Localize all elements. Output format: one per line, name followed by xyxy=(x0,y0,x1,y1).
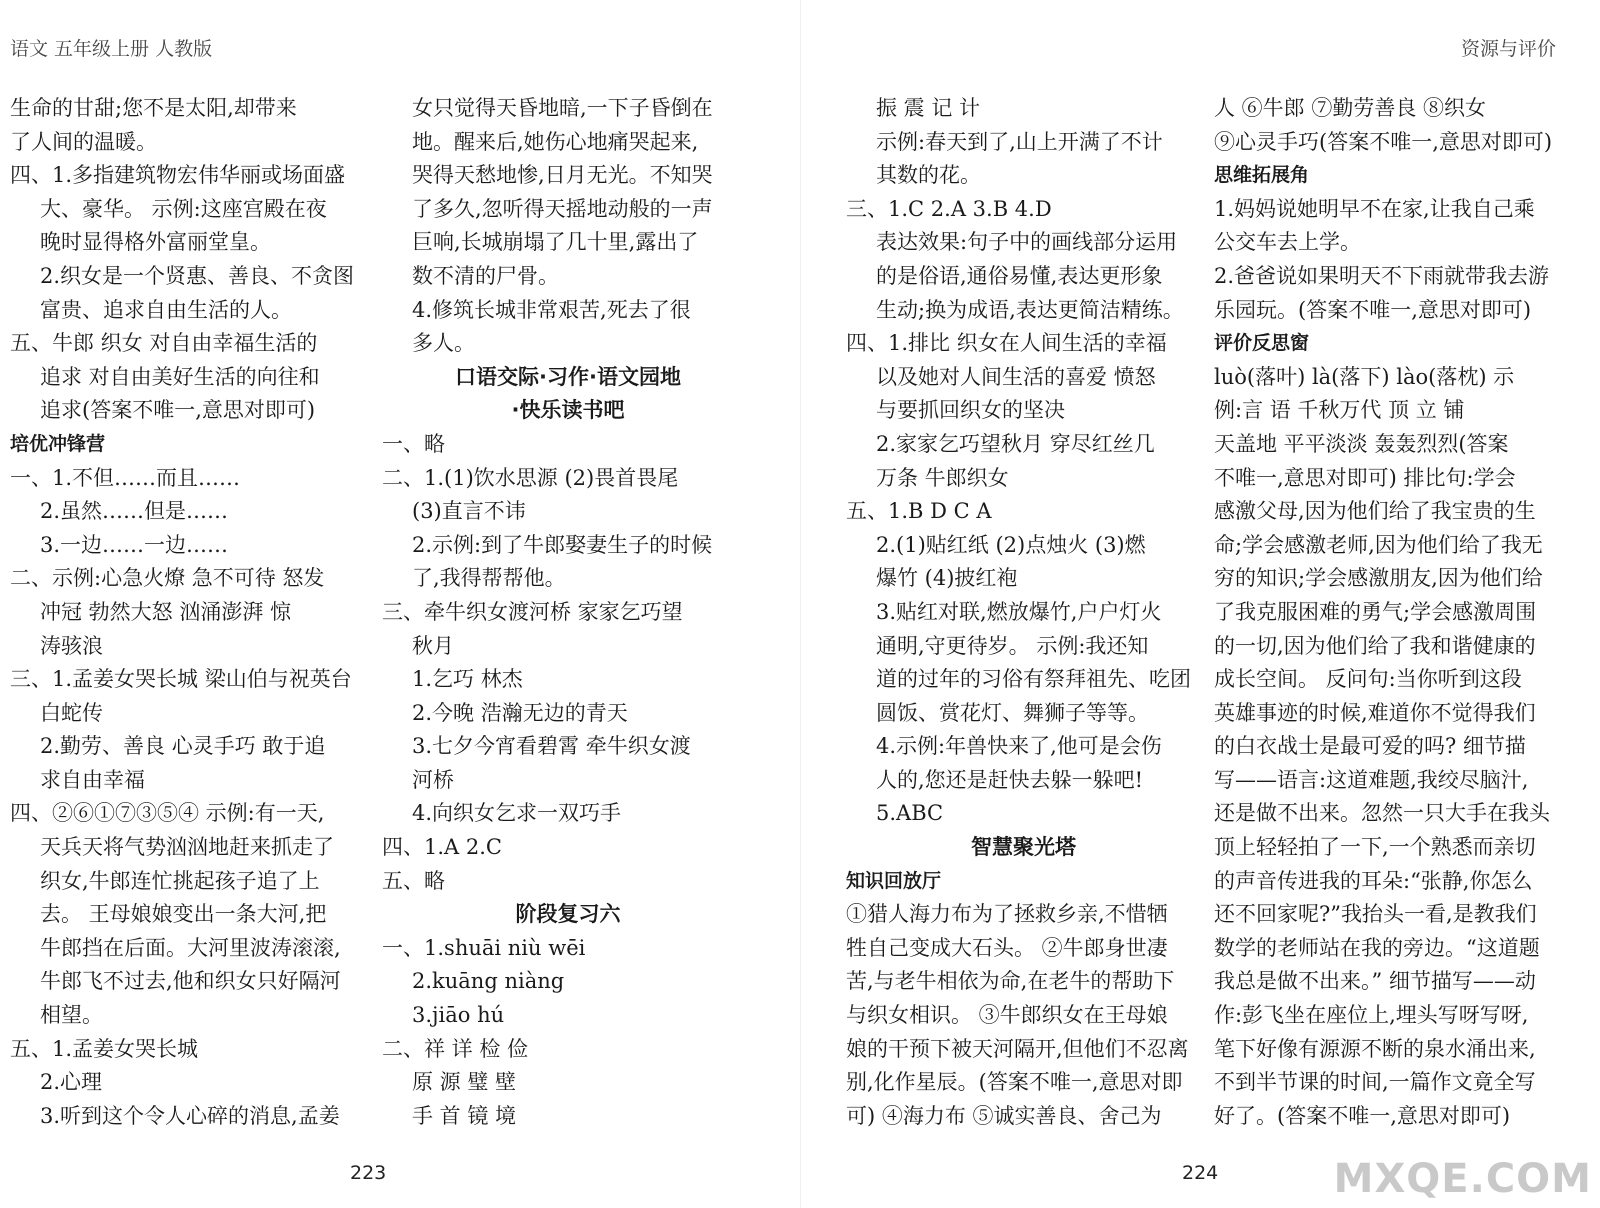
text-line: 万条 牛郎织女 xyxy=(876,465,1009,490)
text-line: (3)直言不讳 xyxy=(412,499,526,524)
text-line: 晚时显得格外富丽堂皇。 xyxy=(40,230,271,255)
text-line: 人 ⑥牛郎 ⑦勤劳善良 ⑧织女 xyxy=(1214,96,1487,120)
text-line: 牛郎挡在后面。大河里波涛滚滚, xyxy=(40,935,341,960)
text-line: 2.今晚 浩瀚无边的青天 xyxy=(412,700,628,725)
text-line: 白蛇传 xyxy=(40,700,103,725)
subsection-heading: 培优冲锋营 xyxy=(10,432,106,455)
text-line: 一、略 xyxy=(382,431,445,456)
text-line: 2.织女是一个贤惠、善良、不贪图 xyxy=(40,263,355,288)
text-line: 爆竹 (4)披红袍 xyxy=(876,566,1018,591)
text-line: 天兵天将气势汹汹地赶来抓走了 xyxy=(40,835,334,860)
text-line: 五、1.孟姜女哭长城 xyxy=(10,1036,199,1061)
text-line: 五、1.B D C A xyxy=(846,499,992,524)
subsection-heading: 思维拓展角 xyxy=(1214,164,1310,187)
text-line: 命;学会感激老师,因为他们给了我无 xyxy=(1214,532,1543,557)
text-line: 振 震 记 计 xyxy=(876,96,981,120)
text-line: 穷的知识;学会感激朋友,因为他们给 xyxy=(1214,566,1543,591)
text-line: 圆饭、赏花灯、舞狮子等等。 xyxy=(876,700,1149,725)
header-series-title: 资源与评价 xyxy=(1460,38,1556,60)
text-line: 巨响,长城崩塌了几十里,露出了 xyxy=(412,230,699,255)
text-line: 的白衣战士是最可爱的吗? 细节描 xyxy=(1214,734,1526,759)
text-line: 还不回家呢?”我抬头一看,是教我们 xyxy=(1214,902,1537,927)
text-line: luò(落叶) là(落下) lào(落枕) 示 xyxy=(1214,364,1515,389)
text-line: 英雄事迹的时候,难道你不觉得我们 xyxy=(1214,700,1536,725)
text-line: 3.听到这个令人心碎的消息,孟姜 xyxy=(40,1103,340,1128)
text-line: 求自由幸福 xyxy=(40,767,145,792)
text-line: ①猎人海力布为了拯救乡亲,不惜牺 xyxy=(846,902,1168,927)
text-line: 苦,与老牛相依为命,在老牛的帮助下 xyxy=(846,969,1175,994)
text-line: 原 源 璧 壁 xyxy=(412,1070,517,1095)
text-line: 笔下好像有源源不断的泉水涌出来, xyxy=(1214,1036,1536,1061)
text-line: 四、1.排比 织女在人间生活的幸福 xyxy=(846,331,1167,356)
text-line: 3.七夕今宵看碧霄 牵牛织女渡 xyxy=(412,734,691,759)
text-line: 四、1.多指建筑物宏伟华丽或场面盛 xyxy=(10,163,346,188)
header-book-title: 语文 五年级上册 人教版 xyxy=(10,38,213,60)
text-line: 1.妈妈说她明早不在家,让我自己乘 xyxy=(1214,196,1535,221)
text-line: 牲自己变成大石头。 ②牛郎身世凄 xyxy=(846,935,1168,960)
text-line: 天盖地 平平淡淡 轰轰烈烈(答案 xyxy=(1214,431,1509,456)
text-line: 3.一边……一边…… xyxy=(40,532,229,557)
text-line: 作:彭飞坐在座位上,埋头写呀写呀, xyxy=(1214,1003,1529,1028)
text-line: 四、②⑥①⑦③⑤④ 示例:有一天, xyxy=(10,801,325,826)
text-line: 感激父母,因为他们给了我宝贵的生 xyxy=(1214,499,1536,524)
text-line: 2.(1)贴红纸 (2)点烛火 (3)燃 xyxy=(876,532,1146,557)
text-line: 2.勤劳、善良 心灵手巧 敢于追 xyxy=(40,734,326,759)
text-line: 织女,牛郎连忙挑起孩子追了上 xyxy=(40,868,320,893)
text-line: 1.乞巧 林杰 xyxy=(412,667,523,692)
text-line: 的声音传进我的耳朵:“张静,你怎么 xyxy=(1214,868,1533,893)
text-line: 五、牛郎 织女 对自由幸福生活的 xyxy=(10,331,318,356)
text-line: 了人间的温暖。 xyxy=(10,129,157,154)
text-line: 一、1.不但……而且…… xyxy=(10,465,241,490)
text-line: 去。 王母娘娘变出一条大河,把 xyxy=(40,902,327,927)
text-line: 表达效果:句子中的画线部分运用 xyxy=(876,230,1178,255)
text-line: 相望。 xyxy=(40,1003,103,1028)
text-line: 河桥 xyxy=(412,767,454,792)
text-line: 例:言 语 千秋万代 顶 立 铺 xyxy=(1214,398,1465,423)
page-number-right: 224 xyxy=(1182,1162,1219,1184)
text-line: 顶上轻轻拍了一下,一个熟悉而亲切 xyxy=(1214,835,1536,860)
text-line: 多人。 xyxy=(412,331,475,356)
text-line: 地。醒来后,她伤心地痛哭起来, xyxy=(412,129,699,154)
text-line: 5.ABC xyxy=(876,801,944,826)
text-line: 人的,您还是赶快去躲一躲吧! xyxy=(876,767,1144,792)
text-line: 哭得天愁地惨,日月无光。不知哭 xyxy=(412,163,713,188)
text-line: 二、祥 详 检 俭 xyxy=(382,1036,529,1061)
text-line: 写——语言:这道难题,我绞尽脑汁, xyxy=(1214,767,1529,792)
text-line: 2.心理 xyxy=(40,1070,103,1095)
text-line: 了我克服困难的勇气;学会感激周围 xyxy=(1214,599,1537,624)
text-line: 2.kuāng niàng xyxy=(412,969,565,994)
text-line: 与要抓回织女的坚决 xyxy=(876,398,1065,423)
text-line: 了多久,忽听得天摇地动般的一声 xyxy=(412,196,713,221)
page-fold xyxy=(800,0,801,1208)
text-column-4 xyxy=(1214,92,1564,1133)
text-line: 2.示例:到了牛郎娶妻生子的时候 xyxy=(412,532,713,557)
text-line: 2.虽然……但是…… xyxy=(40,499,229,524)
text-line: 3.jiāo hú xyxy=(412,1003,505,1028)
text-line: 五、略 xyxy=(382,868,445,893)
section-title: 阶段复习六 xyxy=(515,902,621,927)
text-column-3 xyxy=(846,92,1201,1133)
section-title: 智慧聚光塔 xyxy=(971,835,1076,860)
text-line: 与织女相识。 ③牛郎织女在王母娘 xyxy=(846,1003,1168,1028)
text-line: 示例:春天到了,山上开满了不计 xyxy=(876,129,1163,154)
text-line: 3.贴红对联,燃放爆竹,户户灯火 xyxy=(876,599,1162,624)
text-line: 成长空间。 反问句:当你听到这段 xyxy=(1214,667,1522,692)
text-line: 三、1.C 2.A 3.B 4.D xyxy=(846,196,1052,221)
text-line: 公交车去上学。 xyxy=(1214,230,1361,255)
text-column-2 xyxy=(382,92,754,1133)
text-line: 别,化作星辰。(答案不唯一,意思对即 xyxy=(846,1070,1183,1095)
text-line: 通明,守更待岁。 示例:我还知 xyxy=(876,633,1149,658)
text-line: 一、1.shuāi niù wēi xyxy=(382,935,586,960)
text-line: 生动;换为成语,表达更简洁精练。 xyxy=(876,297,1184,322)
text-line: 女只觉得天昏地暗,一下子昏倒在 xyxy=(412,96,713,120)
text-line: 不唯一,意思对即可) 排比句:学会 xyxy=(1214,465,1516,490)
text-line: ⑨心灵手巧(答案不唯一,意思对即可) xyxy=(1214,129,1553,154)
text-line: 富贵、追求自由生活的人。 xyxy=(40,297,292,322)
text-line: 可) ④海力布 ⑤诚实善良、舍己为 xyxy=(846,1103,1162,1128)
text-line: 三、1.孟姜女哭长城 梁山伯与祝英台 xyxy=(10,667,352,692)
text-line: 二、1.(1)饮水思源 (2)畏首畏尾 xyxy=(382,465,679,490)
section-title: ·快乐读书吧 xyxy=(511,398,625,423)
text-line: 秋月 xyxy=(412,633,454,658)
text-line: 大、豪华。 示例:这座宫殿在夜 xyxy=(40,196,327,221)
text-column-1 xyxy=(10,92,370,1133)
text-line: 手 首 镜 境 xyxy=(412,1103,517,1128)
text-line: 我总是做不出来。” 细节描写——动 xyxy=(1214,969,1536,994)
subsection-heading: 评价反思窗 xyxy=(1214,332,1310,355)
text-line: 的一切,因为他们给了我和谐健康的 xyxy=(1214,633,1536,658)
text-line: 乐园玩。(答案不唯一,意思对即可) xyxy=(1214,297,1532,322)
text-line: 追求(答案不唯一,意思对即可) xyxy=(40,398,316,423)
text-line: 三、牵牛织女渡河桥 家家乞巧望 xyxy=(382,599,683,624)
text-line: 以及她对人间生活的喜爱 愤怒 xyxy=(876,364,1156,389)
text-line: 2.爸爸说如果明天不下雨就带我去游 xyxy=(1214,263,1550,288)
text-line: 娘的干预下被天河隔开,但他们不忍离 xyxy=(846,1036,1189,1061)
subsection-heading: 知识回放厅 xyxy=(846,869,942,892)
text-line: 还是做不出来。忽然一只大手在我头 xyxy=(1214,801,1550,826)
text-line: 四、1.A 2.C xyxy=(382,835,502,860)
text-line: 牛郎飞不过去,他和织女只好隔河 xyxy=(40,969,341,994)
text-line: 4.修筑长城非常艰苦,死去了很 xyxy=(412,297,691,322)
text-line: 生命的甘甜;您不是太阳,却带来 xyxy=(10,96,297,120)
text-line: 4.示例:年兽快来了,他可是会伤 xyxy=(876,734,1162,759)
text-line: 了,我得帮帮他。 xyxy=(412,566,566,591)
text-line: 不到半节课的时间,一篇作文竟全写 xyxy=(1214,1070,1536,1095)
text-line: 4.向织女乞求一双巧手 xyxy=(412,801,622,826)
text-line: 二、示例:心急火燎 急不可待 怒发 xyxy=(10,566,325,591)
text-line: 好了。(答案不唯一,意思对即可) xyxy=(1214,1103,1511,1128)
page-number-left: 223 xyxy=(350,1162,387,1184)
text-line: 数学的老师站在我的旁边。“这道题 xyxy=(1214,935,1540,960)
text-line: 其数的花。 xyxy=(876,163,981,188)
text-line: 冲冠 勃然大怒 汹涌澎湃 惊 xyxy=(40,599,292,624)
watermark: MXQE.COM xyxy=(1333,1156,1592,1202)
text-line: 道的过年的习俗有祭拜祖先、吃团 xyxy=(876,667,1191,692)
text-line: 的是俗语,通俗易懂,表达更形象 xyxy=(876,263,1163,288)
text-line: 2.家家乞巧望秋月 穿尽红丝几 xyxy=(876,431,1155,456)
text-line: 数不清的尸骨。 xyxy=(412,263,559,288)
text-line: 涛骇浪 xyxy=(40,633,103,658)
section-title: 口语交际·习作·语文园地 xyxy=(455,364,681,389)
text-line: 追求 对自由美好生活的向往和 xyxy=(40,364,320,389)
